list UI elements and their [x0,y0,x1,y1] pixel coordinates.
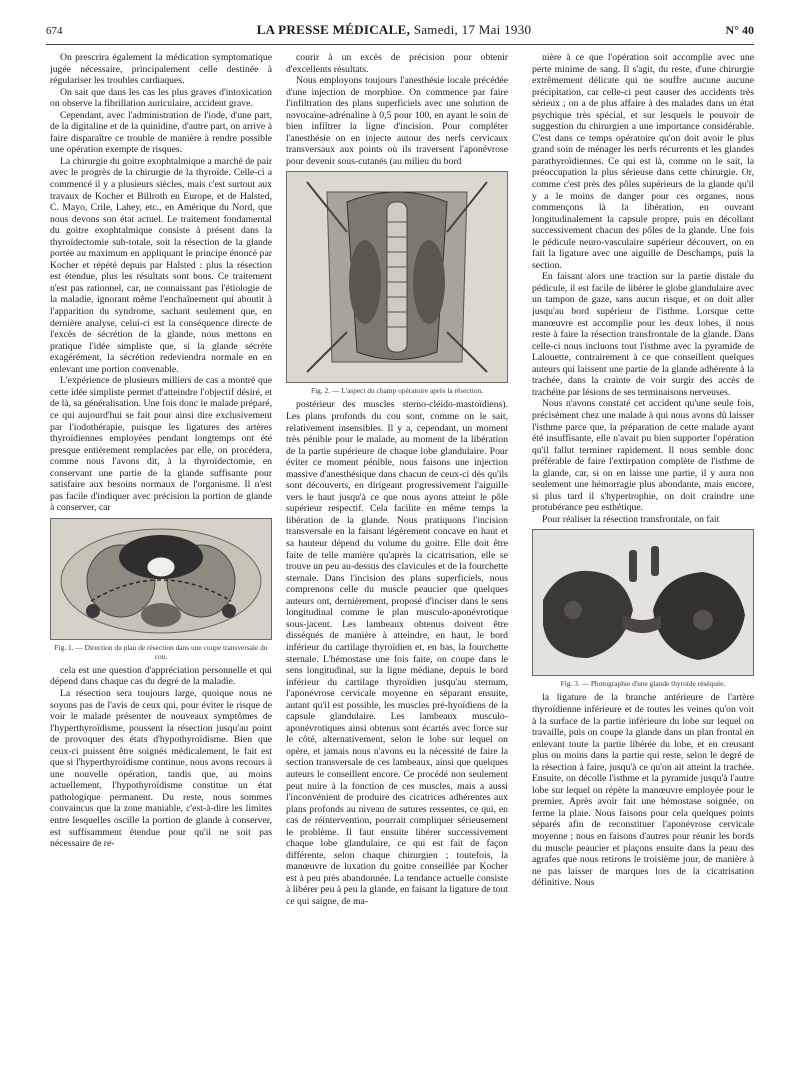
figure-3 [532,529,754,688]
page-number: 674 [46,25,63,37]
paragraph: nière à ce que l'opération soit accomplie avec une perte minime de sang. Il s'agit, du reste, d'une chirurgie extrêmement délicate qui ne souffre aucune aucune précipitation, car celle-ci peut causer des accidents très sérieux ; on a de plus affaire à des malades dans un état psychique très spécial, et sur lesquels le pouvoir de suggestion du chirurgien a une importance considérable. C'est dans ce temps opératoire qu'on doit avoir le plus grand soin de ménager les nerfs récurrents et les glandes parathyroïdiennes. Ce qui est là, comme on le sait, la préoccupation la plus sérieuse dans cette chirurgie. Or, comme c'est près des pôles supérieurs de la glande qu'il y a le moins de danger pour ces organes, nous commençons là la libération, en ouvrant longitudinalement la capsule propre, puis en décollant successivement chacun des pôles de la glande. Une fois le pédicule neuro-vasculaire supérieur découvert, on en fait la ligature avec une aiguille de Deschamps, puis la section. [532,52,754,271]
paragraph: cela est une question d'appréciation personnelle et qui dépend dans chaque cas du degré de la maladie. [50,664,272,688]
figure-2-image [286,171,508,383]
figure-1-image [50,518,272,640]
paragraph: Nous n'avons constaté cet accident qu'une seule fois, précisément chez une malade à qui nous avons dû laisser l'isthme parce que, la préparation de cette malade ayant été insuffisante, elle n'avait pu bien supporter l'opération qu'il fallut terminer rapidement. Il nous semble donc préférable de faire l'extirpation complète de l'isthme de la glande, car, si on en laisse une partie, il y aura non seulement une hémorragie plus abondante, mais encore, si plus tard il s'hypertrophie, on doit craindre une protubérance peu esthétique. [532,398,754,514]
paragraph: L'expérience de plusieurs milliers de cas a montré que cette idée simpliste permet d'atteindre l'objectif désiré, et de là, sa généralisation. Une fois donc le malade préparé, ce qui aujourd'hui se fait pour ainsi dire exclusivement par l'iodothérapie, puisque les ligatures des artères thyroïdiennes employées pendant longtemps ont été presque entièrement remplacées par elle, on procédera, comme nous l'avons dit, à la thyroïdectomie, en conservant une partie de la glande suffisante pour satisfaire aux besoins normaux de l'organisme. Il n'est pas facile d'indiquer avec précision la portion de glande à conserver, car [50,375,272,514]
column-3 [532,52,754,1064]
paragraph: Pour réaliser la résection transfrontale, on fait [542,513,720,525]
paragraph: postérieur des muscles sterno-cléido-mastoïdiens). Les plans profonds du cou sont, comme on le sait, relativement insensibles. Il y a, cependant, un moment très pénible pour le malade, au moment de la libération de la partie supérieure de chaque lobe glandulaire. Pour éviter ce moment pénible, nous faisons une injection massive d'anesthésique dans chacun de ceux-ci dès qu'ils sont découverts, en dirigeant progressivement l'aiguille vers le haut jusqu'à ce que nous ayons atteint le pôle supérieur respectif. Cela facilite en même temps la libération de la glande. Nous pratiquons l'incision transversale en la faisant légèrement concave en haut et sa hauteur dépend du volume du goitre. Elle doit être faite de telle manière qu'après la cicatrisation, elle se trouve un peu au-dessus des clavicules et de la fourchette sternale. Dans l'incision des plans superficiels, nous comprenons celle du muscle peaucier que quelques auteurs ont, dernièrement, proposé d'inciser dans le sens longitudinal comme le plan musculo-aponévrotique sous-jacent. Les lambeaux obtenus doivent être disséqués de manière à atteindre, en haut, le bord inférieur du cartilage thyroïdien et, en bas, la fourchette sternale. L'hémostase une fois faite, on coupe dans le sens longitudinal, sur la ligne médiane, depuis le bord inférieur du cartilage thyroïdien jusqu'au sternum, l'aponévrose cervicale moyenne en séparant ensuite, autant qu'il est possible, les muscles pré-hyoïdiens de la capsule glandulaire. Les lambeaux musculo-aponévrotiques ainsi obtenus sont écartés avec force sur le côté, alternativement, selon le lobe sur lequel on opère, et jamais nous n'avons eu la nécessité de faire la section transversale de ces lambeaux, ainsi que quelques auteurs le conseillent encore. Ce procédé non seulement peut nuire à la fonction de ces muscles, mais a aussi l'inconvénient de produire des cicatrices adhérentes aux plans profonds au niveau de sutures ressentes, ce qui, en cas de réintervention, pourrait compliquer sérieusement le problème. Il faut ensuite libérer successivement chaque lobe glandulaire, ce qui est fait de façon différente, selon chaque chirurgien ; toutefois, la manœuvre de luxation du goitre conseillée par Kocher est à peu près abandonnée. La tendance actuelle consiste à libérer peu à peu la glande, en faisant la ligature de tout ce qui saigne, de ma- [286,399,508,907]
column-1 [50,52,272,1064]
paragraph: On prescrira également la médication symptomatique jugée nécessaire, principalement celle destinée à régulariser les troubles cardiaques. [50,52,272,87]
paragraph: Cependant, avec l'administration de l'iode, d'une part, de la digitaline et de la quinidine, d'autre part, on arrive à faire disparaître ce trouble de manière à rendre possible une opération exempte de risques. [50,109,272,156]
figure-3-image [532,529,754,676]
figure-2 [286,171,508,395]
paragraph: la ligature de la branche antérieure de l'artère thyroïdienne inférieure et de toutes les veines qu'on voit à la surface de la partie inférieure du lobe sur lequel on travaille, puis on coupe la glande dans un plan frontal en enlevant toute la partie libérée du lobe, et en creusant plus ou moins dans la partie qui reste, selon le degré de la résection à faire, jusqu'à ce qu'on ait atteint la trachée. Ensuite, on décolle l'isthme et la pyramide jusqu'à l'autre lobe sur lequel on répète la manœuvre employée pour le premier. Après avoir fait une hémostase soignée, on ferme la plaie. Nous faisons pour cela quelques points séparés afin de reconstituer l'aponévrose cervicale moyenne ; nous en faisons d'autres pour réunir les bords du muscle peaucier et plaçons ensuite dans la peau des agrafes que nous retirons le troisième jour, de manière à ne pas laisser de marques lors de la cicatrisation définitive. Nous [532,692,754,889]
figure-1-caption: Fig. 1. — Direction du plan de résection dans une coupe transversale du cou. [54,642,268,661]
paragraph: On sait que dans les cas les plus graves d'intoxication on observe la fibrillation auriculaire, accident grave. [50,86,272,110]
publication-name: LA PRESSE MÉDICALE, [256,22,411,37]
issue-number: N° 40 [725,23,754,37]
paragraph: La résection sera toujours large, quoique nous ne soyons pas de l'avis de ceux qui, pour éviter le risque de voir le malade présenter de nouveaux symptômes de l'hyperthyroïdisme, poussent la résection jusqu'au point de provoquer des états d'hypothyroïdisme. Bien que ceux-ci puissent être soignés médicalement, le fait est que si l'hyperthyroïdisme continue, nous avons recours à une nouvelle opération, tandis que, au moins actuellement, l'hypothyroïdisme constitue un état pathologique permanent. Du reste, nous sommes convaincus que la zone maniable, c'est-à-dire les limites entre lesquelles oscille la portion de glande à conserver, est suffisamment étendue pour qu'il ne soit pas nécessaire de re- [50,687,272,850]
paragraph: La chirurgie du goitre exophtalmique a marché de pair avec le progrès de la chirurgie de la thyroïde. Celle-ci a commencé il y a plusieurs siècles, mais c'est surtout aux travaux de Kocher et Billroth en Europe, et de Halsted, C. Mayo, Crile, Lahey, etc., en Amérique du Nord, que nous devons son état actuel. Le traitement fondamental du goitre exophtalmique consiste à présent dans la thyroïdectomie sub-totale, soit la résection de la glande portée au maximum en appliquant le principe énoncé par Kocher et répété depuis par Halsted : plus la résection est étendue, plus les résultats sont bons. Ce traitement n'est pas rationnel, car, ne connaissant pas l'étiologie de la maladie, ignorant même l'enchaînement qui aboutit à l'apparition du syndrome, sachant seulement que, en dernière analyse, celui-ci est la conséquence directe de l'excès de sécrétion de la glande, nous mettons en pratique l'idée simpliste que, si la glande sécrète exagérément, la sécrétion redeviendra normale en en enlevant une portion convenable. [50,155,272,375]
figure-3-caption: Fig. 3. — Photographie d'une glande thyroïde réséquée. [560,679,726,689]
page-header [46,22,754,45]
paragraph: courir à un excès de précision pour obtenir d'excellents résultats. [286,52,508,75]
figure-2-caption: Fig. 2. — L'aspect du champ opératoire après la résection. [310,386,484,396]
paragraph: En faisant alors une traction sur la partie distale du pédicule, il est facile de libérer le globe glandulaire avec un tampon de gaze, sans aucun risque, et on doit aller jusqu'au bord supérieur de l'isthme. Lorsque cette manœuvre est accomplie pour les deux lobes, il nous reste à faire la résection transfrontale de la glande. Dans celle-ci nous incluons tout l'isthme avec la pyramide de Lalouette, contrairement à ce que conseillent quelques auteurs qui laissent une partie de la glande adhérente à la trachée, dans la crainte de voir surgir des accès de trachéite par lésions de ses terminaisons nerveuses. [532,271,754,398]
figure-1 [50,518,272,661]
paragraph: Nous employons toujours l'anesthésie locale précédée d'une injection de morphine. On commence par faire l'infiltration des plans superficiels avec une solution de novocaïne-adrénaline à 0,5 pour 100, en ayant le soin de bien infiltrer la ligne d'incision. Pour compléter l'anesthésie on en injecte autour des nerfs cervicaux transversaux aux points où ils traversent l'aponévrose pour devenir sous-cutanés (au milieu du bord [286,75,508,167]
issue-date: Samedi, 17 Mai 1930 [413,22,532,37]
running-title [257,22,532,38]
column-2 [286,52,508,1064]
